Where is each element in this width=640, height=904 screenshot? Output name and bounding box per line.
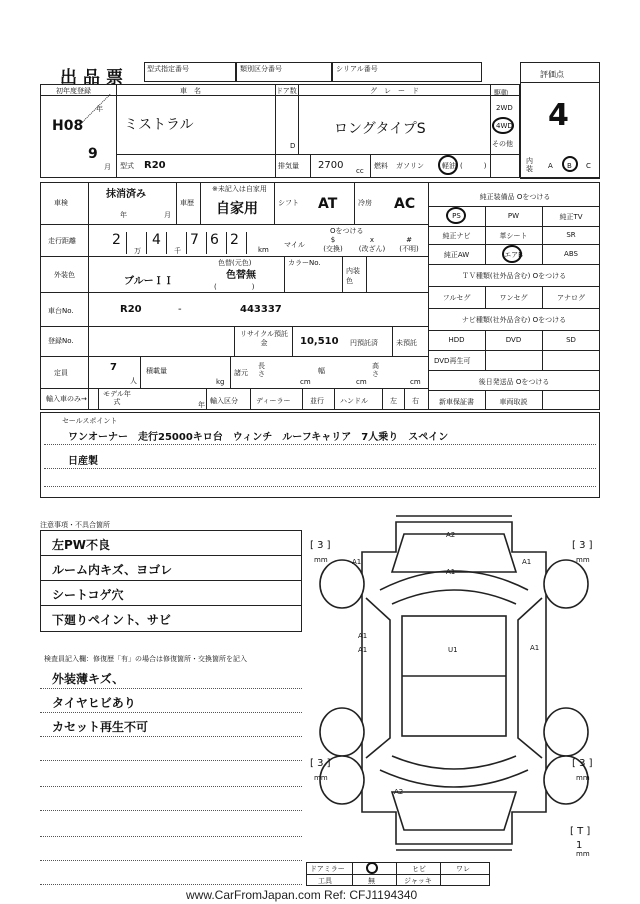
tire-fl-mm: mm (314, 556, 328, 564)
shift-value: AT (318, 196, 338, 212)
diag-a1-mid2: A1 (358, 646, 368, 654)
equip-analog: アナログ (557, 294, 585, 302)
reg-era: H08 (52, 118, 84, 134)
equip-warranty: 新車保証書 (439, 398, 474, 406)
tire-spare: [ T ] (570, 826, 591, 837)
equip-sr: SR (566, 231, 576, 239)
equip-airbag: エアB (504, 251, 523, 259)
mileage-note: Oをつける (330, 227, 364, 235)
import-right: 右 (412, 397, 419, 405)
type-code-label: 型式指定番号 (147, 65, 189, 73)
interior-b: B (567, 162, 572, 170)
equip-navi-type: ナビ種類(社外品含む) Oをつける (461, 316, 567, 324)
tire-rr-mm: mm (576, 774, 590, 782)
doors-value: D (290, 142, 296, 150)
diag-a1-left: A1 (352, 558, 362, 566)
recycle-note: 未預託 (396, 339, 417, 347)
interior-color-label: 内装色 (346, 267, 360, 285)
grade-label: グ レ ー ド (370, 87, 419, 95)
length-label: 長さ (258, 362, 265, 378)
height-label: 高さ (372, 362, 379, 378)
equip-dvd: DVD (505, 336, 522, 344)
equip-navi: 純正ナビ (442, 232, 471, 240)
tire-fr: [ 3 ] (572, 540, 593, 551)
mileage-digit-3: 7 (190, 232, 199, 248)
interior-c: C (586, 162, 591, 170)
reg-month: 9 (88, 146, 98, 162)
serial-label: シリアル番号 (336, 65, 378, 73)
color-change-value: 色替無 (226, 270, 256, 281)
note-item-1: 左PW不良 (52, 538, 111, 552)
reg-year-unit: 年 (96, 105, 103, 113)
grade-value: ロングタイプS (334, 121, 426, 137)
tire-rr-value: 3 (579, 758, 586, 769)
bt-tool: 工具 (318, 877, 332, 885)
equip-ps: PS (452, 212, 461, 220)
reg-month-unit: 月 (104, 163, 111, 171)
inspector-item-3: カセット再生不可 (52, 720, 149, 734)
load-label: 積載量 (146, 367, 167, 375)
drive-4wd-circle (492, 117, 514, 134)
equip-fullseg: フルセグ (442, 294, 471, 302)
history-label: 車歴 (180, 199, 194, 207)
chassis-label: 車台No. (48, 307, 74, 315)
note-item-4: 下廻りペイント、サビ (52, 613, 171, 627)
mileage-digit-4: 6 (210, 232, 219, 248)
inspection-year: 年 (120, 211, 127, 219)
inspector-item-1: 外装薄キズ、 (52, 672, 125, 686)
import-parallel: 並行 (310, 397, 324, 405)
tire-spare-mm: mm (576, 850, 590, 858)
recycle-value: 10,510 (300, 336, 339, 347)
capacity-value: 7 (110, 362, 117, 373)
tire-fr-value: 3 (579, 540, 586, 551)
bt-nothing: 無 (368, 877, 375, 885)
drive-label: 駆動 (494, 89, 508, 97)
diag-a2-bottom: A2 (394, 788, 404, 796)
color-paren: ( ) (214, 283, 255, 291)
bt-crack: ヒビ (412, 865, 426, 873)
history-value: 自家用 (216, 201, 258, 217)
recycle-label: リサイクル預託金 (239, 330, 289, 347)
fuel-diesel-circle (438, 155, 458, 175)
color-change-label: 色替(元色) (218, 259, 252, 267)
fuel-label: 燃料 (374, 162, 388, 170)
load-kg: kg (216, 378, 225, 386)
inspection-label: 車検 (54, 199, 68, 207)
diag-a2-top: A2 (446, 531, 456, 539)
footer-watermark: www.CarFromJapan.com Ref: CFJ1194340 (186, 888, 418, 902)
sales-points-line2: 日産製 (68, 456, 98, 467)
doors-label: ドア数 (276, 87, 297, 95)
model-year-unit: 年 (198, 401, 205, 409)
capacity-unit: 人 (130, 377, 137, 385)
height-cm: cm (410, 378, 421, 386)
import-label: 輸入車のみ→ (46, 395, 87, 403)
equip-oneseg: ワンセグ (499, 294, 528, 302)
tire-t1: 1 (576, 840, 583, 851)
import-dealer: ディーラー (256, 397, 291, 405)
shift-label: シフト (278, 199, 299, 207)
bt-break: ワレ (456, 865, 470, 873)
equip-tv-type: ＴＶ種類(社外品含む) Oをつける (461, 272, 567, 280)
drive-other: その他 (492, 140, 513, 148)
length-cm: cm (300, 378, 311, 386)
tire-fl: [ 3 ] (310, 540, 331, 551)
model-label: 型式 (120, 162, 134, 170)
notes-label: 注意事項・不具合箇所 (40, 521, 110, 529)
equip-pw: PW (507, 212, 520, 220)
inspector-label: 検査員記入欄：修復歴「有」の場合は修復箇所・交換箇所を記入 (44, 655, 247, 663)
note-item-2: ルーム内キズ、ヨゴレ (52, 563, 173, 577)
car-name-label: 車 名 (180, 87, 201, 95)
sales-points-label: セールスポイント (62, 417, 118, 425)
equip-leather: 革シート (499, 232, 528, 240)
inspection-month: 月 (164, 211, 171, 219)
diag-u1: U1 (448, 646, 458, 654)
interior-b-circle (562, 156, 578, 172)
class-no-label: 類別区分番号 (240, 65, 282, 73)
equip-airbag-circle (502, 245, 522, 263)
equip-ps-circle (446, 207, 466, 224)
form-title: 出品票 (60, 68, 129, 88)
interior-label: 内装 (526, 157, 533, 173)
diag-a1-side: A1 (530, 644, 540, 652)
model-year-label: モデル年式 (103, 390, 131, 406)
regno-label: 登録No. (48, 337, 74, 345)
mileage-digit-2: 4 (152, 232, 161, 248)
import-category: 輸入区分 (210, 397, 238, 405)
mileage-digit-5: 2 (230, 232, 239, 248)
reg-label: 初年度登録 (56, 87, 91, 95)
car-name-value: ミストラル (124, 117, 194, 133)
equip-sd: SD (566, 336, 576, 344)
fuel-diesel: 軽油 (442, 162, 456, 170)
tire-rr: [ 3 ] (572, 758, 593, 769)
equip-abs: ABS (564, 250, 578, 258)
tire-rl-value: 3 (317, 758, 324, 769)
bt-jack: ジャッキ (404, 877, 432, 885)
history-note: ※未記入は自家用 (212, 185, 267, 193)
displacement-unit: cc (356, 167, 364, 175)
equip-tv: 純正TV (559, 213, 583, 221)
capacity-label: 定員 (54, 369, 68, 377)
inspection-value: 抹消済み (106, 189, 146, 200)
note-item-3: シートコゲ穴 (52, 588, 124, 602)
mileage-opt1: $ (交換) (323, 236, 343, 253)
bt-mirror-circle (366, 862, 378, 874)
mileage-man: 万 (134, 247, 141, 255)
equip-aw: 純正AW (443, 251, 470, 259)
chassis-prefix: R20 (120, 304, 142, 315)
interior-a: A (548, 162, 553, 170)
diag-a1-mid1: A1 (358, 632, 368, 640)
ac-label: 冷房 (358, 199, 372, 207)
import-handle: ハンドル (340, 397, 368, 405)
tire-rl: [ 3 ] (310, 758, 331, 769)
score-value: 4 (548, 98, 569, 133)
bt-mirror: ドアミラー (310, 865, 345, 873)
tire-fr-mm: mm (576, 556, 590, 564)
equip-later: 後日発送品 Oをつける (478, 378, 550, 386)
width-cm: cm (356, 378, 367, 386)
width-label: 幅 (318, 367, 325, 375)
inspector-item-2: タイヤヒビあり (52, 696, 136, 710)
diag-a1-top: A1 (446, 568, 456, 576)
color-value: ブルーＩＩ (124, 276, 174, 287)
mileage-label: 走行距離 (48, 237, 76, 245)
mileage-mile: マイル (284, 241, 305, 249)
car-diagram (306, 512, 606, 862)
tire-spare-value: T (577, 826, 584, 837)
displacement-value: 2700 (318, 160, 344, 171)
mileage-sen: 千 (174, 247, 181, 255)
color-no-label: カラーNo. (288, 259, 321, 267)
chassis-number: 443337 (240, 304, 282, 315)
mileage-km: km (258, 246, 269, 254)
diag-a1-right: A1 (522, 558, 532, 566)
mileage-opt3: # (不明) (399, 236, 419, 253)
equip-genuine: 純正装備品 Oをつける (479, 193, 551, 201)
model-value: R20 (144, 160, 166, 171)
displacement-label: 排気量 (278, 162, 299, 170)
sales-points-line1: ワンオーナー 走行25000キロ台 ウィンチ ルーフキャリア 7人乗り スペイン (68, 432, 449, 443)
size-label: 諸元 (234, 369, 248, 377)
chassis-dash: - (178, 304, 182, 315)
equip-dvd-play: DVD再生可 (434, 357, 471, 365)
drive-4wd: 4WD (496, 122, 513, 130)
equip-hdd: HDD (448, 336, 465, 344)
mileage-digit-1: 2 (112, 232, 121, 248)
color-label: 外装色 (54, 271, 75, 279)
recycle-unit: 円預託済 (350, 339, 378, 347)
mileage-opt2: x (改ざん) (358, 236, 386, 253)
tire-rl-mm: mm (314, 774, 328, 782)
drive-2wd: 2WD (496, 104, 513, 112)
fuel-paren: ( ) (460, 162, 487, 170)
eval-label: 評価点 (540, 70, 564, 79)
import-left: 左 (390, 397, 397, 405)
equip-manual: 車両取説 (499, 398, 528, 406)
tire-fl-value: 3 (317, 540, 324, 551)
ac-value: AC (394, 196, 416, 212)
fuel-value: ガソリン (396, 162, 424, 170)
